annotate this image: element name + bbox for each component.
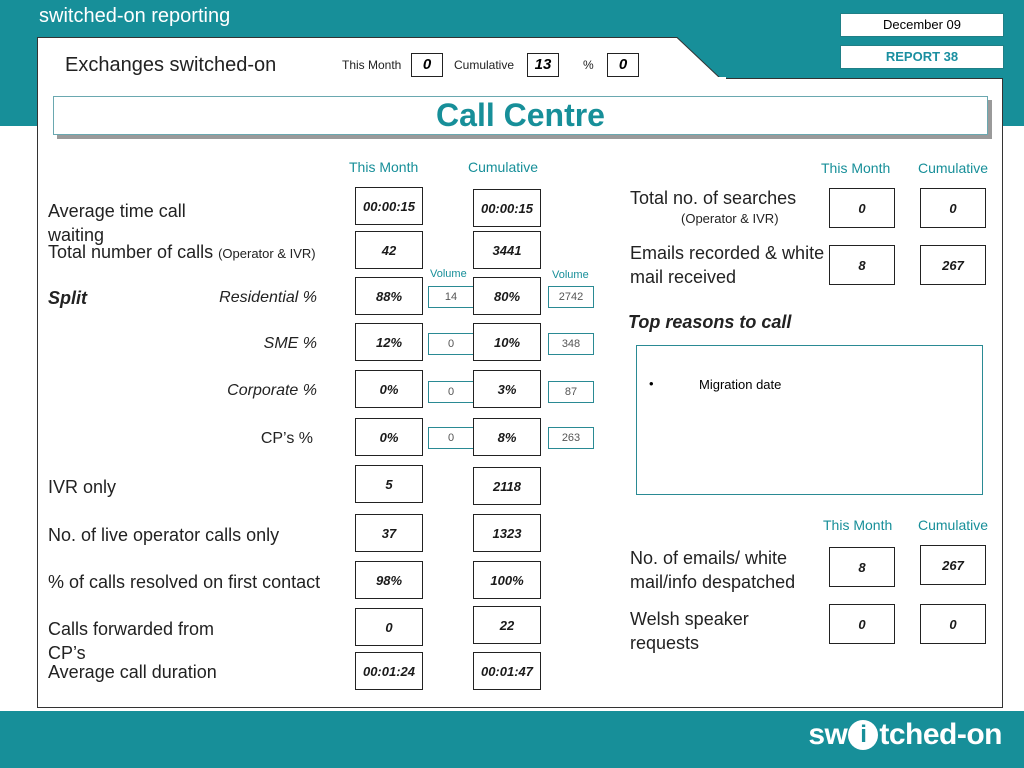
split-label: Split: [48, 288, 87, 308]
right-col-cumulative: Cumulative: [918, 160, 989, 176]
report-number-badge: REPORT 38: [840, 45, 1004, 69]
searches-cumulative: 0: [920, 188, 986, 228]
corporate-vol-month: 0: [428, 381, 474, 403]
sme-label: SME %: [263, 335, 317, 352]
total-calls-label: Total number of calls: [48, 242, 214, 262]
section-title: Call Centre: [436, 97, 605, 133]
live-operator-cumulative: 1323: [473, 514, 541, 552]
avg-wait-this-month: 00:00:15: [355, 187, 423, 225]
total-calls-sub: (Operator & IVR): [218, 246, 316, 261]
residential-cumulative: 80%: [473, 277, 541, 315]
cps-cumulative: 8%: [473, 418, 541, 456]
exchanges-cumulative-label: Cumulative: [454, 58, 515, 72]
resolved-first-cumulative: 100%: [473, 561, 541, 599]
emails-despatched-this-month: 8: [829, 547, 895, 587]
welsh-label: Welsh speaker requests: [630, 609, 749, 653]
sme-this-month: 12%: [355, 323, 423, 361]
avg-duration-cumulative: 00:01:47: [473, 652, 541, 690]
residential-vol-cum: 2742: [548, 286, 594, 308]
section-banner: [53, 96, 988, 135]
live-operator-label: No. of live operator calls only: [48, 525, 280, 545]
forwarded-cps-label: Calls forwarded from CP’s: [48, 619, 215, 663]
searches-this-month: 0: [829, 188, 895, 228]
reason-bullet: •: [649, 376, 654, 391]
total-calls-cumulative: 3441: [473, 231, 541, 269]
avg-duration-this-month: 00:01:24: [355, 652, 423, 690]
left-col-this-month: This Month: [349, 159, 419, 175]
emails-despatched-label: No. of emails/ white mail/info despatched: [630, 548, 796, 592]
welsh-this-month: 0: [829, 604, 895, 644]
sme-cumulative: 10%: [473, 323, 541, 361]
exchanges-percent-label: %: [583, 58, 594, 72]
forwarded-cps-cumulative: 22: [473, 606, 541, 644]
cps-this-month: 0%: [355, 418, 423, 456]
reason-item: Migration date: [699, 377, 782, 392]
cps-vol-cum: 263: [548, 427, 594, 449]
sme-vol-month: 0: [428, 333, 474, 355]
corporate-cumulative: 3%: [473, 370, 541, 408]
report-header-title: switched-on reporting: [39, 5, 231, 27]
avg-duration-label: Average call duration: [48, 662, 217, 682]
exchanges-percent-value: 0: [607, 53, 639, 77]
corporate-label: Corporate %: [227, 382, 317, 399]
avg-wait-label: Average time call waiting: [48, 201, 186, 245]
right-col-this-month: This Month: [821, 160, 891, 176]
avg-wait-cumulative: 00:00:15: [473, 189, 541, 227]
welsh-cumulative: 0: [920, 604, 986, 644]
residential-this-month: 88%: [355, 277, 423, 315]
emails-despatched-cumulative: 267: [920, 545, 986, 585]
cps-vol-month: 0: [428, 427, 474, 449]
searches-sub: (Operator & IVR): [681, 211, 779, 226]
emails-recorded-this-month: 8: [829, 245, 895, 285]
left-col-cumulative: Cumulative: [468, 159, 539, 175]
corporate-vol-cum: 87: [548, 381, 594, 403]
exchanges-this-month-label: This Month: [342, 58, 402, 72]
right-col2-this-month: This Month: [823, 517, 893, 533]
cps-label: CP’s %: [260, 430, 313, 447]
volume-month-head: Volume: [430, 268, 467, 280]
exchanges-label: Exchanges switched-on: [65, 54, 277, 76]
live-operator-this-month: 37: [355, 514, 423, 552]
ivr-only-label: IVR only: [48, 477, 117, 497]
ivr-only-this-month: 5: [355, 465, 423, 503]
residential-vol-month: 14: [428, 286, 474, 308]
volume-cumulative-head: Volume: [552, 269, 589, 281]
total-calls-this-month: 42: [355, 231, 423, 269]
corporate-this-month: 0%: [355, 370, 423, 408]
forwarded-cps-this-month: 0: [355, 608, 423, 646]
resolved-first-label: % of calls resolved on first contact: [48, 572, 321, 592]
emails-recorded-label: Emails recorded & white mail received: [630, 243, 825, 287]
logo-i-circle: i: [848, 720, 878, 750]
sme-vol-cum: 348: [548, 333, 594, 355]
date-badge: December 09: [840, 13, 1004, 37]
resolved-first-this-month: 98%: [355, 561, 423, 599]
residential-label: Residential %: [219, 289, 317, 306]
total-calls-row-label: [48, 242, 316, 263]
logo-suffix: tched-on: [879, 718, 1002, 751]
emails-recorded-cumulative: 267: [920, 245, 986, 285]
right-col2-cumulative: Cumulative: [918, 517, 989, 533]
logo-prefix: sw: [808, 718, 848, 751]
reasons-title: Top reasons to call: [628, 312, 792, 332]
reasons-list: [636, 345, 983, 495]
switched-on-logo: [808, 718, 1002, 752]
exchanges-cumulative-value: 13: [527, 53, 559, 77]
exchanges-this-month-value: 0: [411, 53, 443, 77]
searches-label: Total no. of searches: [630, 188, 797, 208]
ivr-only-cumulative: 2118: [473, 467, 541, 505]
